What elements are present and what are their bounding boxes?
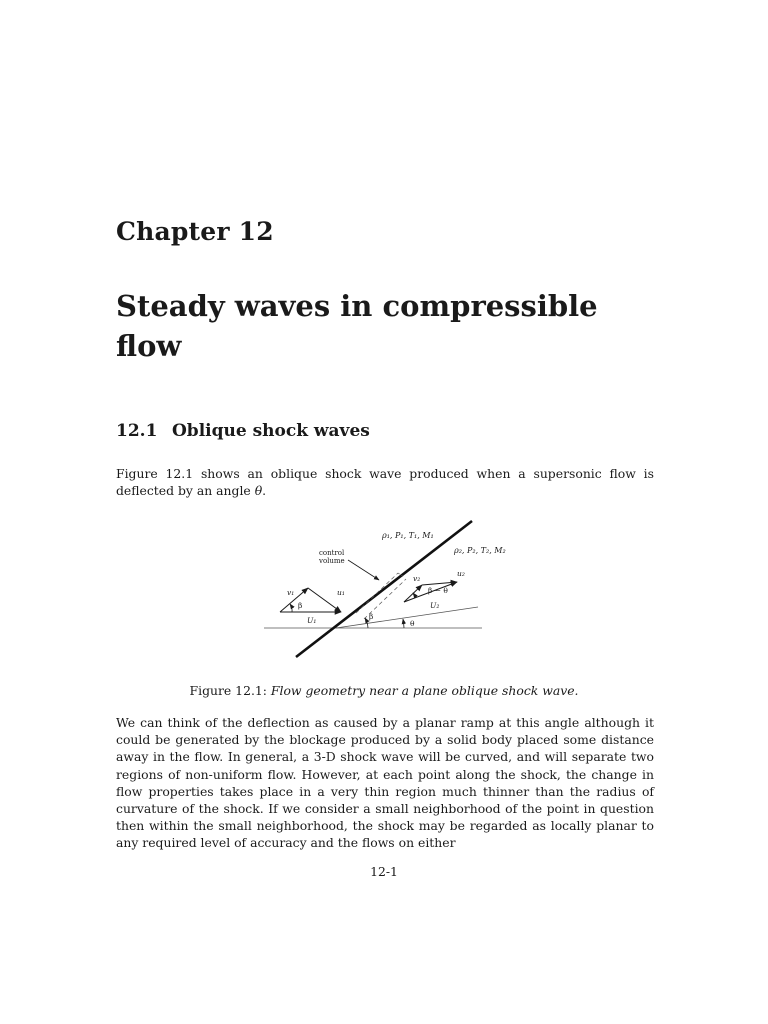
theta-label: θ bbox=[410, 619, 415, 628]
section-number: 12.1 bbox=[116, 421, 158, 441]
figure bbox=[258, 515, 508, 665]
control-volume-label: control bbox=[319, 549, 345, 557]
upstream-state-label: ρ₁, P₁, T₁, M₁ bbox=[382, 531, 434, 540]
intro-paragraph bbox=[116, 465, 654, 499]
chapter-title: Steady waves in compressible flow bbox=[116, 289, 598, 363]
chapter-label: Chapter 12 bbox=[116, 217, 274, 246]
U2-label: U₂ bbox=[430, 601, 440, 610]
caption-prefix: Figure 12.1: bbox=[189, 683, 271, 698]
intro-text: Figure 12.1 shows an oblique shock wave produced when a supersonic flow is deflected by an angle bbox=[116, 466, 654, 499]
v1-label: v₁ bbox=[287, 588, 295, 597]
beta-minus-theta-label: β − θ bbox=[428, 586, 448, 595]
beta-upstream-label: β bbox=[298, 601, 303, 610]
control-volume-label: volume bbox=[319, 557, 345, 565]
caption-text: Flow geometry near a plane oblique shock wave. bbox=[270, 683, 579, 698]
control-volume-pointer bbox=[348, 560, 379, 580]
theta-symbol: θ bbox=[254, 483, 263, 499]
u1-label: u₁ bbox=[337, 588, 345, 597]
body-paragraph: We can think of the deflection as caused by a planar ramp at this angle although it could be generated by the blockage produced by a solid body placed some distance away in the flow. In general, a 3-D shock wave will be curved, and will separate two regions of non-uniform flow. However, at each point along the shock, the change in flow properties takes place in a very thin region much thinner than the radius of curvature of the shock. If we consider a small neighborhood of the point in question then within the small neighborhood, the shock may be regarded as locally planar to any required level of accuracy and the flows on either bbox=[116, 715, 654, 851]
section-title: Oblique shock waves bbox=[172, 421, 370, 441]
intro-end: . bbox=[262, 483, 267, 499]
u2-label: u₂ bbox=[457, 569, 465, 578]
downstream-state-label: ρ₂, P₂, T₂, M₂ bbox=[454, 546, 506, 555]
beta-arc-upstream bbox=[290, 604, 292, 612]
v2-label: v₂ bbox=[413, 574, 421, 583]
figure-caption bbox=[0, 683, 768, 698]
shock-diagram bbox=[258, 515, 508, 665]
beta-minus-theta-arc bbox=[413, 593, 415, 598]
section-heading bbox=[116, 421, 370, 441]
beta-shock-label: β bbox=[369, 612, 374, 621]
beta-arc-shock bbox=[365, 618, 368, 628]
page-number: 12-1 bbox=[370, 864, 398, 879]
U1-label: U₁ bbox=[307, 616, 317, 625]
theta-arc bbox=[403, 619, 404, 628]
